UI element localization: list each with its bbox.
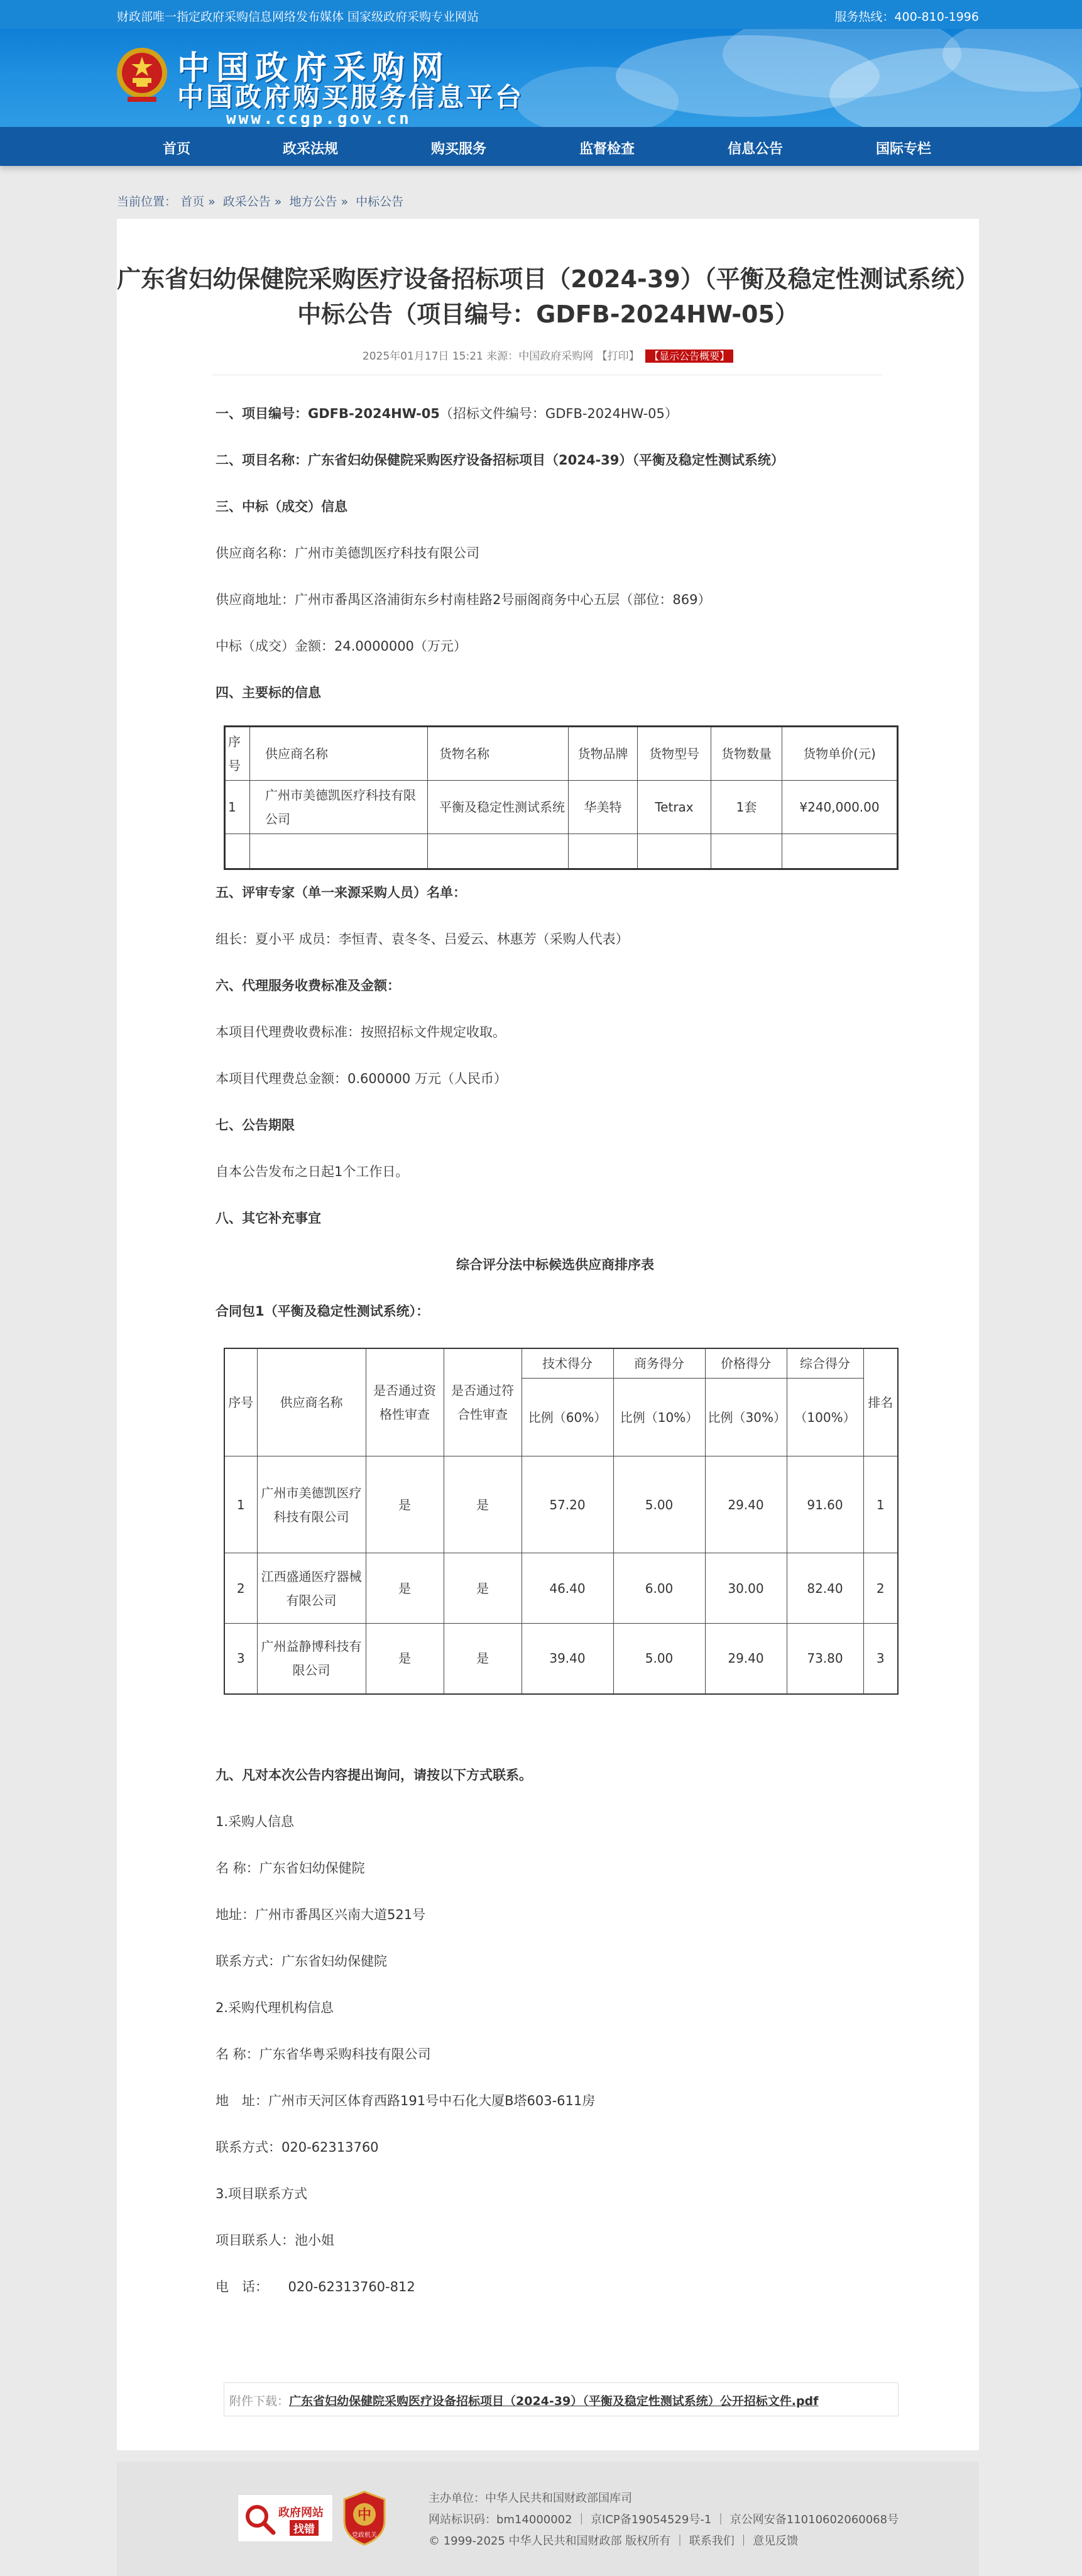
row-qualification: 是 [366, 1624, 444, 1694]
breadcrumb-award[interactable]: 中标公告 [356, 195, 404, 209]
section-4-heading: 四、主要标的信息 [216, 685, 321, 700]
row-business-score: 6.00 [613, 1553, 705, 1624]
award-amount: 中标（成交）金额：24.0000000（万元） [216, 639, 467, 654]
breadcrumb-local[interactable]: 地方公告 [289, 195, 337, 209]
row-total-score: 82.40 [787, 1553, 863, 1624]
cell-unit-price: ¥240,000.00 [782, 781, 898, 834]
nav-regulations[interactable]: 政采法规 [283, 141, 339, 157]
agency-address: 地 址：广州市天河区体育西路191号中石化大厦B塔603-611房 [216, 2093, 596, 2108]
row-no: 2 [224, 1553, 257, 1624]
project-number: 一、项目编号：GDFB-2024HW-05 [216, 406, 440, 421]
logo-subtitle: 中国政府购买服务信息平台 [177, 82, 525, 113]
rh-total-ratio: （100%） [787, 1379, 863, 1456]
row-tech-score: 39.40 [522, 1624, 613, 1694]
th-no: 序号 [225, 727, 250, 781]
table-row [224, 1553, 898, 1624]
purchaser-address: 地址：广州市番禺区兴南大道521号 [216, 1907, 426, 1922]
main-items-table [224, 725, 899, 870]
row-business-score: 5.00 [613, 1456, 705, 1553]
project-name: 二、项目名称：广东省妇幼保健院采购医疗设备招标项目（2024-39）（平衡及稳定性测试系统） [216, 453, 784, 468]
title-line-1: 广东省妇幼保健院采购医疗设备招标项目（2024-39）（平衡及稳定性测试系统） [117, 265, 979, 293]
row-compliance: 是 [444, 1624, 522, 1694]
article-source: 来源：中国政府采购网 [486, 350, 594, 363]
nav-supervision[interactable]: 监督检查 [579, 141, 635, 157]
table-row [224, 1456, 898, 1553]
cell-no: 1 [225, 781, 250, 834]
svg-text:党政机关: 党政机关 [352, 2532, 377, 2539]
ranking-table [224, 1348, 899, 1695]
row-total-score: 91.60 [787, 1456, 863, 1553]
section-8-heading: 八、其它补充事宜 [216, 1211, 321, 1226]
service-hotline: 服务热线：400-810-1996 [834, 10, 979, 24]
title-line-2: 中标公告（项目编号：GDFB-2024HW-05） [297, 300, 799, 328]
print-link[interactable]: 【打印】 [596, 350, 640, 363]
row-price-score: 29.40 [705, 1624, 787, 1694]
nav-home[interactable]: 首页 [163, 141, 191, 157]
th-model: 货物型号 [638, 727, 711, 781]
ranking-table-title: 综合评分法中标候选供应商排序表 [456, 1257, 654, 1272]
table-row [224, 1624, 898, 1694]
article-panel [117, 219, 979, 2450]
magnifier-icon [243, 2502, 276, 2535]
attachment-download-link[interactable]: 广东省妇幼保健院采购医疗设备招标项目（2024-39）（平衡及稳定性测试系统）公开招标文件.pdf [289, 2394, 819, 2408]
row-no: 1 [224, 1456, 257, 1553]
row-compliance: 是 [444, 1456, 522, 1553]
national-emblem-icon [115, 44, 169, 104]
section-7-heading: 七、公告期限 [216, 1118, 295, 1133]
package-label: 合同包1（平衡及稳定性测试系统）： [216, 1304, 430, 1319]
section-1 [216, 404, 678, 422]
ranking-header-row [224, 1348, 898, 1379]
logo-url: www.ccgp.gov.cn [226, 109, 412, 127]
footer-copyright: © 1999-2025 中华人民共和国财政部 版权所有 ｜ 联系我们 ｜ 意见反馈 [429, 2535, 799, 2548]
row-tech-score: 46.40 [522, 1553, 613, 1624]
project-contact-person: 项目联系人：池小姐 [216, 2233, 334, 2248]
logo-title: 中国政府采购网 [177, 50, 451, 87]
cell-model: Tetrax [638, 781, 711, 834]
badge1-line1: 政府网站 [278, 2506, 324, 2519]
table-row [225, 781, 898, 834]
contact-3-heading: 3.项目联系方式 [216, 2186, 308, 2201]
th-quantity: 货物数量 [711, 727, 782, 781]
row-rank: 3 [863, 1624, 898, 1694]
party-gov-seal-icon[interactable] [341, 2489, 388, 2547]
row-supplier: 江西盛通医疗器械有限公司 [257, 1553, 366, 1624]
breadcrumb: 当前位置： 首页 » 政采公告 » 地方公告 » 中标公告 [117, 195, 404, 209]
row-total-score: 73.80 [787, 1624, 863, 1694]
article-meta [117, 347, 979, 363]
gov-site-error-badge[interactable] [238, 2494, 333, 2542]
badge1-line2: 找错 [290, 2520, 319, 2536]
footer-ids: 网站标识码：bm14000002 ｜ 京ICP备19054529号-1 ｜ 京公网安备11010602060068号 [429, 2513, 899, 2526]
row-supplier: 广州市美德凯医疗科技有限公司 [257, 1456, 366, 1553]
fee-total: 本项目代理费总金额：0.600000 万元（人民币） [216, 1071, 507, 1086]
contact-2-heading: 2.采购代理机构信息 [216, 2000, 334, 2015]
cell-supplier: 广州市美德凯医疗科技有限公司 [250, 781, 428, 834]
announcement-period: 自本公告发布之日起1个工作日。 [216, 1164, 409, 1179]
row-rank: 1 [863, 1456, 898, 1553]
footer-sponsor: 主办单位：中华人民共和国财政部国库司 [429, 2492, 632, 2505]
tender-file-number: （招标文件编号：GDFB-2024HW-05） [439, 406, 678, 421]
rh-qualification: 是否通过资格性审查 [366, 1348, 444, 1456]
section-3-heading: 三、中标（成交）信息 [216, 499, 347, 514]
section-9-heading: 九、凡对本次公告内容提出询问，请按以下方式联系。 [216, 1768, 532, 1783]
svg-text:中: 中 [357, 2507, 372, 2523]
rh-price: 价格得分 [705, 1348, 787, 1379]
summary-toggle-button[interactable]: 【显示公告概要】 [645, 350, 733, 363]
publish-datetime: 2025年01月17日 15:21 [362, 350, 483, 363]
row-tech-score: 57.20 [522, 1456, 613, 1553]
top-bar [0, 0, 1082, 29]
th-goods-name: 货物名称 [428, 727, 569, 781]
attachment-box [224, 2382, 899, 2416]
table-header-row [225, 727, 898, 781]
th-supplier: 供应商名称 [250, 727, 428, 781]
cell-goods-name: 平衡及稳定性测试系统 [428, 781, 569, 834]
row-supplier: 广州益静博科技有限公司 [257, 1624, 366, 1694]
agency-contact: 联系方式：020-62313760 [216, 2140, 379, 2155]
th-unit-price: 货物单价(元) [782, 727, 898, 781]
rh-business-ratio: 比例（10%） [613, 1379, 705, 1456]
attachment-label: 附件下载： [229, 2394, 290, 2408]
row-no: 3 [224, 1624, 257, 1694]
fee-standard: 本项目代理费收费标准：按照招标文件规定收取。 [216, 1025, 506, 1040]
cell-quantity: 1套 [711, 781, 782, 834]
site-banner [0, 29, 1082, 127]
project-contact-phone: 电 话： 020-62313760-812 [216, 2279, 415, 2294]
row-price-score: 30.00 [705, 1553, 787, 1624]
nav-purchase-services[interactable]: 购买服务 [431, 141, 487, 157]
row-qualification: 是 [366, 1456, 444, 1553]
rh-no: 序号 [224, 1348, 257, 1456]
page-title [117, 261, 979, 332]
breadcrumb-prefix: 当前位置： [117, 195, 177, 209]
breadcrumb-policy[interactable]: 政采公告 [222, 195, 271, 209]
rh-total: 综合得分 [787, 1348, 863, 1379]
rh-business: 商务得分 [613, 1348, 705, 1379]
rh-compliance: 是否通过符合性审查 [444, 1348, 522, 1456]
main-nav [0, 127, 1082, 166]
row-qualification: 是 [366, 1553, 444, 1624]
cell-brand: 华美特 [569, 781, 638, 834]
row-compliance: 是 [444, 1553, 522, 1624]
nav-international[interactable]: 国际专栏 [876, 141, 932, 157]
breadcrumb-home[interactable]: 首页 [180, 195, 205, 209]
contact-1-heading: 1.采购人信息 [216, 1814, 295, 1829]
section-6-heading: 六、代理服务收费标准及金额： [216, 978, 400, 993]
rh-supplier: 供应商名称 [257, 1348, 366, 1456]
rh-tech: 技术得分 [522, 1348, 613, 1379]
section-5-heading: 五、评审专家（单一来源采购人员）名单： [216, 885, 466, 900]
row-business-score: 5.00 [613, 1624, 705, 1694]
site-slogan: 财政部唯一指定政府采购信息网络发布媒体 国家级政府采购专业网站 [117, 10, 479, 24]
rh-price-ratio: 比例（30%） [705, 1379, 787, 1456]
th-brand: 货物品牌 [569, 727, 638, 781]
purchaser-contact: 联系方式：广东省妇幼保健院 [216, 1954, 387, 1969]
rh-tech-ratio: 比例（60%） [522, 1379, 613, 1456]
expert-list: 组长：夏小平 成员：李恒青、袁冬冬、吕爱云、林惠芳（采购人代表） [216, 932, 629, 947]
rh-rank: 排名 [863, 1348, 898, 1456]
site-footer [117, 2462, 979, 2576]
row-price-score: 29.40 [705, 1456, 787, 1553]
nav-announcements[interactable]: 信息公告 [728, 141, 784, 157]
purchaser-name: 名 称：广东省妇幼保健院 [216, 1861, 365, 1876]
row-rank: 2 [863, 1553, 898, 1624]
supplier-address: 供应商地址：广州市番禺区洛浦街东乡村南桂路2号丽阁商务中心五层（部位：869） [216, 592, 711, 607]
agency-name: 名 称：广东省华粤采购科技有限公司 [216, 2047, 431, 2062]
table-row-empty [225, 834, 898, 869]
supplier-name: 供应商名称：广州市美德凯医疗科技有限公司 [216, 546, 479, 561]
